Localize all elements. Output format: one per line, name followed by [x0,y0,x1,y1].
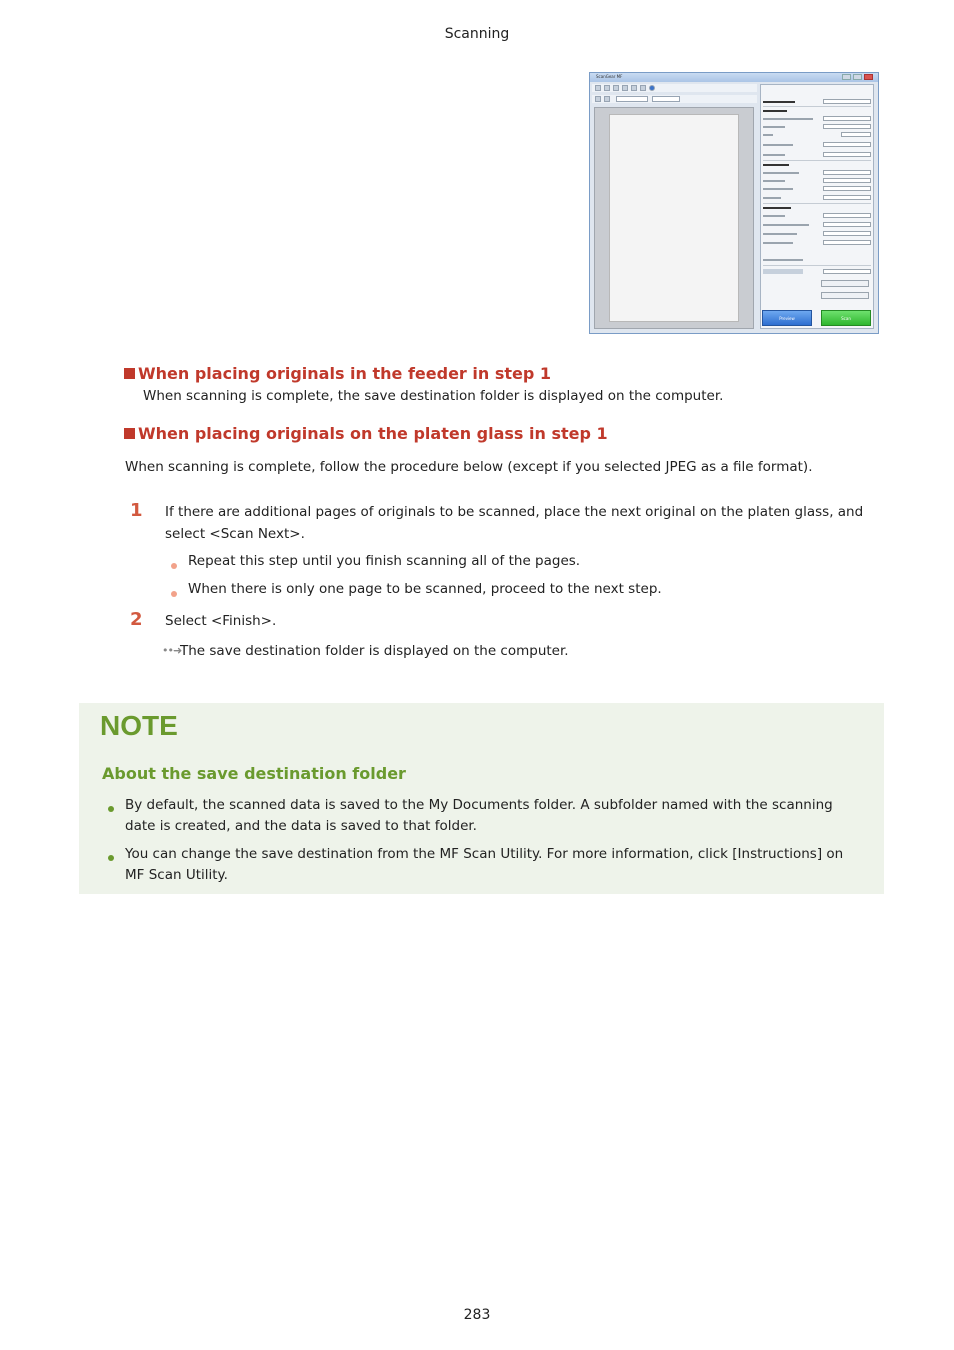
platen-heading [124,424,608,443]
screenshot-titlebar [590,73,878,82]
scan-button: Scan [821,310,871,326]
preview-button: Preview [762,310,812,326]
toolbar-field [652,96,680,102]
step-1-text-line1: If there are additional pages of originals to be scanned, place the next original on the platen glass, and [165,504,864,520]
page-number: 283 [463,1307,491,1323]
note-bullet-icon [108,801,114,816]
feeder-heading-text: When placing originals in the feeder in step 1 [138,364,551,383]
screenshot-toolbar-secondary [592,95,757,103]
toolbar-icon [604,85,610,91]
running-header: Scanning [444,26,510,42]
toolbar-field [616,96,648,102]
toolbar-icon [613,85,619,91]
toolbar-icon [604,96,610,102]
platen-intro: When scanning is complete, follow the procedure below (except if you selected JPEG as a file format). [125,459,813,475]
scangear-screenshot [589,72,879,334]
toolbar-icon [595,85,601,91]
help-icon [649,85,655,91]
close-icon [864,74,873,80]
step-number: 2 [130,609,143,630]
minimize-icon [842,74,851,80]
note-bullet-2-line2: MF Scan Utility. [125,867,228,883]
reset-button [821,280,869,287]
step-1-text-line2: select <Scan Next>. [165,526,305,542]
step-1-bullet: When there is only one page to be scanned, proceed to the next step. [188,581,662,597]
note-bullet-1-line1: By default, the scanned data is saved to the My Documents folder. A subfolder named with the scanning [125,797,833,813]
preferences-button [821,292,869,299]
toolbar-icon [622,85,628,91]
toolbar-icon [631,85,637,91]
result-arrow-icon: ••➜ [162,644,182,657]
feeder-heading [124,364,551,383]
platen-heading-text: When placing originals on the platen glass in step 1 [138,424,608,443]
step-2-result: The save destination folder is displayed on the computer. [180,643,569,659]
toolbar-icon [595,96,601,102]
note-subheading: About the save destination folder [102,764,406,783]
preview-area [594,107,754,329]
note-bullet-1-line2: date is created, and the data is saved to that folder. [125,818,477,834]
note-title: NOTE [100,710,178,741]
note-bullet-2-line1: You can change the save destination from the MF Scan Utility. For more information, click [Instructions] on [125,846,844,862]
screenshot-toolbar [592,84,757,92]
step-2-text: Select <Finish>. [165,613,277,629]
maximize-icon [853,74,862,80]
settings-panel [760,84,874,329]
heading-square-icon [124,428,135,439]
preview-paper [609,114,739,322]
toolbar-icon [640,85,646,91]
screenshot-window-title: ScanGear MF [596,74,623,79]
note-bullet-icon [108,850,114,865]
bullet-icon [171,558,177,573]
feeder-text: When scanning is complete, the save destination folder is displayed on the computer. [143,388,724,404]
bullet-icon [171,586,177,601]
heading-square-icon [124,368,135,379]
step-1-bullet: Repeat this step until you finish scanning all of the pages. [188,553,581,569]
step-number: 1 [130,500,143,521]
